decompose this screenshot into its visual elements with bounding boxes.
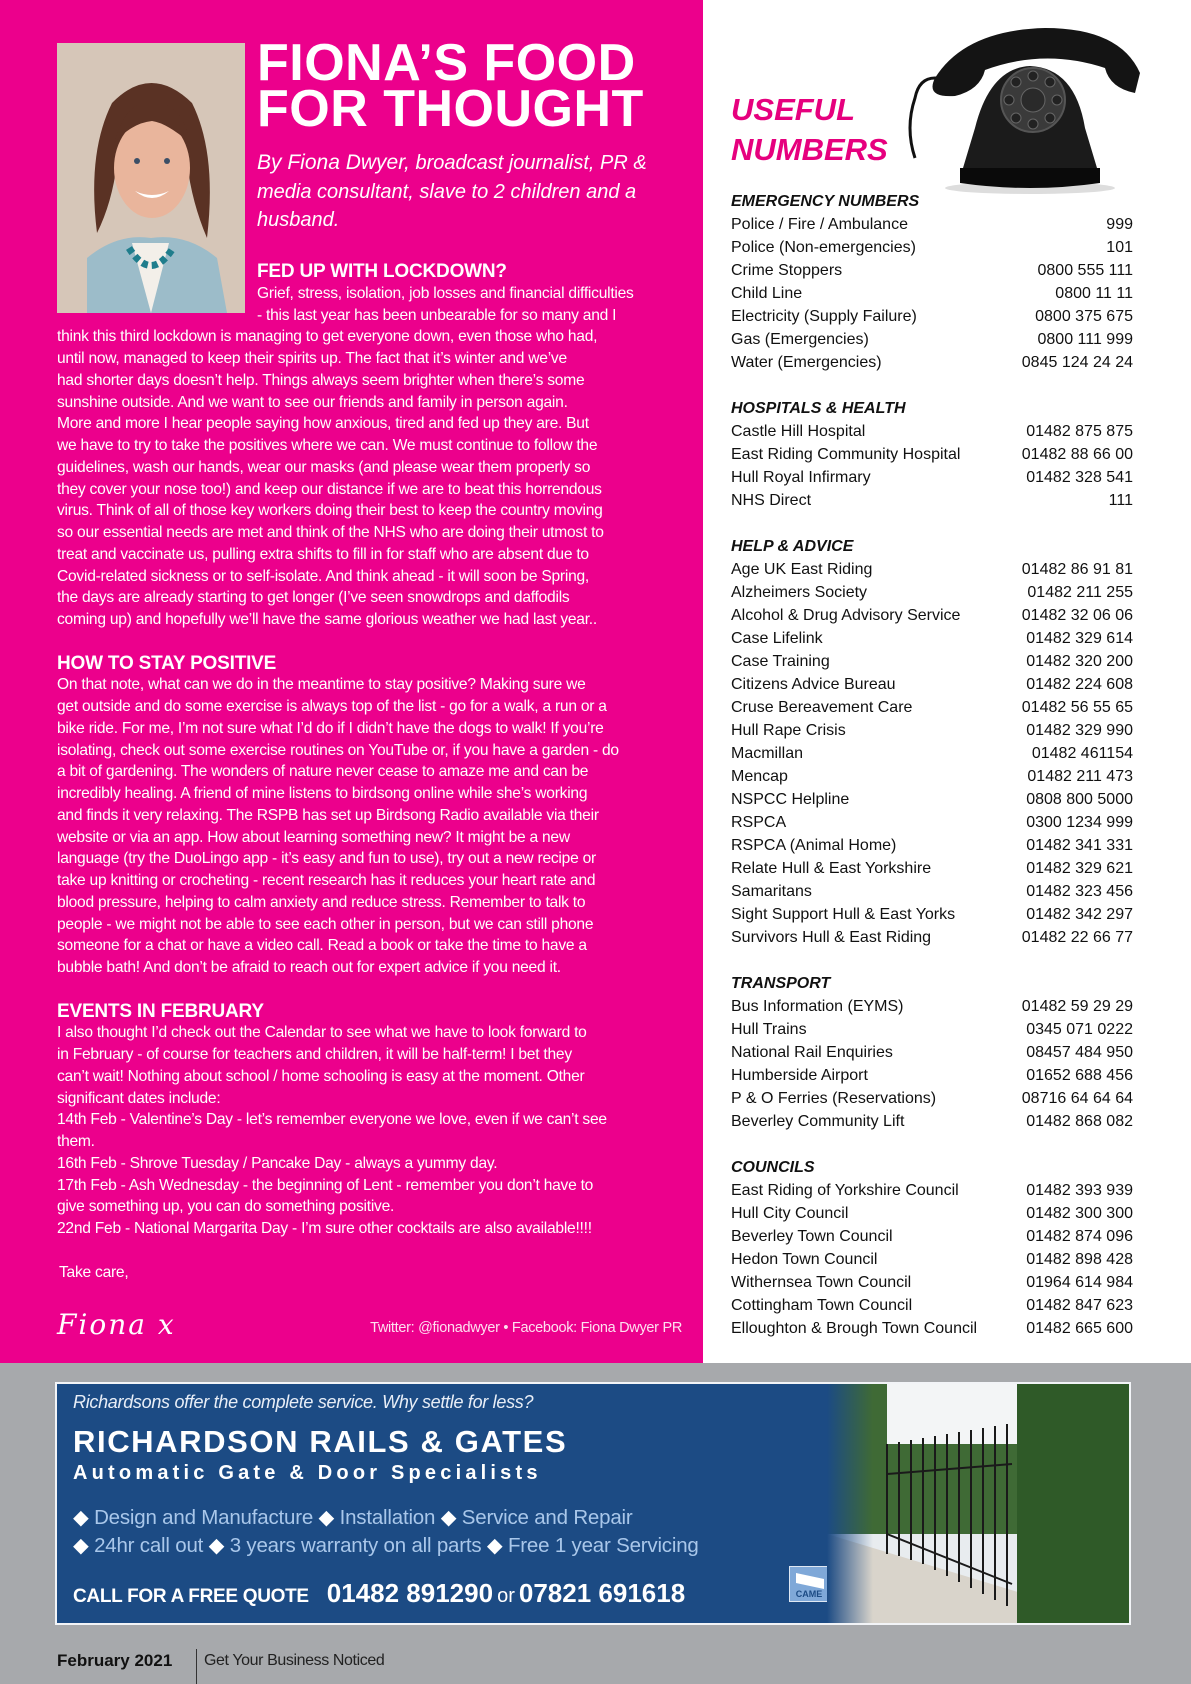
footer-divider [196,1649,197,1684]
phone-number[interactable]: 01482 329 621 [1026,860,1133,877]
number-row [731,1248,1133,1271]
service-name: Citizens Advice Bureau [731,676,896,693]
blank-line [57,631,692,653]
service-name: Withernsea Town Council [731,1274,912,1291]
diamond-bullet-icon: ◆ [313,1506,340,1529]
diamond-bullet-icon: ◆ [73,1534,95,1557]
logo-text: CAME [795,1589,823,1599]
advert-features-line [73,1505,633,1530]
phone-number[interactable]: 01482 342 297 [1026,906,1133,923]
service-name: Alcohol & Drug Advisory Service [731,607,961,624]
body-line: 16th Feb - Shrove Tuesday / Pancake Day - always a yummy day. [57,1154,498,1172]
phone-number[interactable]: 0800 111 999 [1037,331,1133,348]
phone-number[interactable]: 07821 691618 [518,1578,686,1608]
number-row [731,673,1133,696]
number-row [731,1179,1133,1202]
number-row [731,1271,1133,1294]
spacer [731,1133,1133,1156]
service-name: Cottingham Town Council [731,1297,913,1314]
service-name: P & O Ferries (Reservations) [731,1090,937,1107]
number-row [731,259,1133,282]
or-text: or [497,1585,515,1607]
service-name: RSPCA [731,814,787,831]
author-name: By Fiona Dwyer, [257,151,410,174]
number-row [731,742,1133,765]
body-line: treat and vaccinate us, pulling extra shifts to fill in for staff who are absent due to [57,545,589,563]
service-name: Humberside Airport [731,1067,868,1084]
service-name: Castle Hill Hospital [731,423,866,440]
number-row [731,1225,1133,1248]
number-row [731,1064,1133,1087]
number-row [731,627,1133,650]
service-name: Electricity (Supply Failure) [731,308,917,325]
diamond-bullet-icon: ◆ [481,1534,508,1557]
body-line: bubble bath! And don’t be afraid to reach out for expert advice if you need it. [57,959,561,976]
phone-number[interactable]: 01482 300 300 [1026,1205,1133,1222]
service-name: Hull City Council [731,1205,849,1222]
advert-features-line [73,1533,699,1558]
body-line: 22nd Feb - National Margarita Day - I’m sure other cocktails are also available!!!! [57,1220,592,1237]
body-line: isolating, check out some exercise routines on YouTube or, if you have a garden - do [57,741,619,759]
numbers-section-heading: COUNCILS [731,1159,815,1176]
body-line: 17th Feb - Ash Wednesday - the beginning of Lent - remember you don’t have to [57,1176,594,1194]
body-line: On that note, what can we do in the meantime to stay positive? Making sure we [57,676,586,694]
body-line: language (try the DuoLingo app - it’s easy and fun to use), try out a new recipe or [57,850,596,868]
advert-call-line [73,1578,685,1609]
signature: Fiona x [57,1308,176,1341]
service-name: NSPCC Helpline [731,791,850,808]
title-line: FIONA’S FOOD [257,34,636,92]
body-line: Grief, stress, isolation, job losses and financial difficulties [257,284,634,302]
gate-photo [827,1384,1131,1625]
number-row [731,719,1133,742]
number-row [731,1041,1133,1064]
body-line: they cover your nose too!) and keep our distance if we are to beat this horrendous [57,480,602,498]
diamond-bullet-icon: ◆ [203,1534,230,1557]
spacer [731,949,1133,972]
body-line: the days are already starting to get longer (I’ve seen snowdrops and daffodils [57,589,570,607]
phone-number[interactable]: 08457 484 950 [1026,1044,1133,1061]
advert-brand: RICHARDSON RAILS & GATES [73,1424,568,1459]
body-line: get outside and do some exercise is always top of the list - go for a walk, a run or a [57,698,607,715]
number-row [731,282,1133,305]
body-line: virus. Think of all of those key workers doing their best to keep the country moving [57,502,603,520]
article-title [257,34,644,138]
number-row [731,489,1133,512]
body-line: significant dates include: [57,1089,221,1107]
body-line: had shorter days doesn’t help. Things always seem brighter when there’s some [57,371,585,389]
advert-feature: Design and Manufacture [94,1506,314,1529]
service-name: Relate Hull & East Yorkshire [731,860,932,877]
advert-tagline: Richardsons offer the complete service. Why settle for less? [73,1392,534,1412]
number-row [731,1317,1133,1340]
phone-number[interactable]: 01482 86 91 81 [1021,561,1133,578]
service-name: National Rail Enquiries [731,1044,893,1061]
phone-number[interactable]: 999 [1106,216,1133,233]
advert-feature: 24hr call out [94,1534,204,1557]
diamond-bullet-icon: ◆ [73,1506,95,1529]
number-row [731,328,1133,351]
service-name: Hedon Town Council [731,1251,878,1268]
number-row [731,420,1133,443]
body-line: so our essential needs are met and think of the NHS who are doing their utmost to [57,524,604,541]
title-line: FOR THOUGHT [257,80,644,138]
service-name: Age UK East Riding [731,561,873,578]
phone-number[interactable]: 0808 800 5000 [1026,791,1133,808]
phone-number[interactable]: 01482 891290 [326,1578,494,1608]
phone-number[interactable]: 01482 874 096 [1026,1228,1133,1245]
service-name: Case Training [731,653,830,670]
phone-number[interactable]: 01482 320 200 [1026,653,1133,670]
number-row [731,765,1133,788]
numbers-section-heading: EMERGENCY NUMBERS [731,193,920,210]
number-row [731,650,1133,673]
number-row [731,834,1133,857]
body-line: guidelines, wash our hands, wear our masks (and please wear them properly so [57,458,591,476]
spacer [731,374,1133,397]
phone-number[interactable]: 0800 11 11 [1055,285,1133,302]
phone-number[interactable]: 01482 59 29 29 [1021,998,1133,1015]
number-row [731,604,1133,627]
body-line: More and more I hear people saying how anxious, tired and fed up they are. But [57,415,589,433]
number-row [731,213,1133,236]
number-row [731,558,1133,581]
phone-number[interactable]: 01482 898 428 [1026,1251,1133,1268]
body-line: give something up, you can do something positive. [57,1198,395,1216]
body-line: people - we might not be able to see each other in person, but we can still phone [57,915,594,933]
body-line: website or via an app. How about learning something new? It might be a new [57,828,570,846]
phone-number[interactable]: 0345 071 0222 [1026,1021,1133,1038]
section-heading: HOW TO STAY POSITIVE [57,652,277,674]
numbers-section-heading: HOSPITALS & HEALTH [731,400,906,417]
body-line: think this third lockdown is managing to get everyone down, even those who had, [57,328,598,346]
phone-number[interactable]: 111 [1108,492,1133,509]
service-name: Hull Rape Crisis [731,722,846,739]
advert-feature: 3 years warranty on all parts [229,1534,482,1557]
blank-line [57,979,692,1001]
service-name: Sight Support Hull & East Yorks [731,906,956,923]
body-line: and finds it very relaxing. The RSPB has set up Birdsong Radio available via their [57,806,599,824]
article-body [57,261,692,1283]
social-links: Twitter: @fionadwyer • Facebook: Fiona Dwyer PR [370,1320,682,1336]
service-name: NHS Direct [731,492,812,509]
advert-richardson-rails[interactable] [55,1382,1131,1625]
advert-feature: Installation [339,1506,436,1529]
service-name: Hull Trains [731,1021,807,1038]
service-name: Crime Stoppers [731,262,843,279]
service-name: Case Lifelink [731,630,823,647]
service-name: Cruse Bereavement Care [731,699,913,716]
phone-number[interactable]: 01482 461154 [1031,745,1133,762]
body-line: sunshine outside. And we want to see our friends and family in person again. [57,393,568,411]
body-line: Covid-related sickness or to self-isolate. And think ahead - it will soon be Spring, [57,567,589,585]
phone-number[interactable]: 01482 88 66 00 [1021,446,1133,463]
phone-number[interactable]: 01482 323 456 [1026,883,1133,900]
number-row [731,903,1133,926]
body-line: until now, managed to keep their spirits up. The fact that it’s winter and we’ve [57,350,567,367]
advert-feature: Service and Repair [461,1506,633,1529]
title-line: USEFUL [731,92,855,127]
phone-number[interactable]: 01482 847 623 [1026,1297,1133,1314]
blank-line [57,1240,692,1262]
numbers-section-heading: TRANSPORT [731,975,831,992]
body-line: - this last year has been unbearable for so many and I [257,306,617,324]
number-row [731,305,1133,328]
number-row [731,236,1133,259]
phone-number[interactable]: 101 [1106,239,1133,256]
rotary-telephone-icon [905,18,1145,196]
closing: Take care, [59,1263,129,1281]
service-name: Elloughton & Brough Town Council [731,1320,978,1337]
body-line: them. [57,1133,95,1150]
phone-number[interactable]: 01652 688 456 [1026,1067,1133,1084]
phone-number[interactable]: 01482 22 66 77 [1021,929,1133,946]
service-name: Water (Emergencies) [731,354,882,371]
number-row [731,857,1133,880]
came-logo [789,1566,829,1602]
number-row [731,1110,1133,1133]
phone-number[interactable]: 01482 32 06 06 [1021,607,1133,624]
body-line: I also thought I’d check out the Calendar to see what we have to look forward to [57,1024,587,1042]
service-name: Survivors Hull & East Riding [731,929,932,946]
byline [257,149,677,235]
service-name: Hull Royal Infirmary [731,469,871,486]
number-row [731,696,1133,719]
service-name: East Riding of Yorkshire Council [731,1182,959,1199]
service-name: Samaritans [731,883,812,900]
phone-number[interactable]: 01482 868 082 [1026,1113,1133,1130]
number-row [731,443,1133,466]
body-line: a bit of gardening. The wonders of nature never cease to amaze me and can be [57,763,589,781]
phone-number[interactable]: 01964 614 984 [1026,1274,1133,1291]
phone-number[interactable]: 01482 875 875 [1026,423,1133,440]
footer-tagline: Get Your Business Noticed [204,1652,385,1669]
number-row [731,926,1133,949]
author-description: broadcast journalist, PR & media consultant, slave to 2 children and a husband. [257,152,647,231]
phone-number[interactable]: 01482 665 600 [1026,1320,1133,1337]
phone-number[interactable]: 08716 64 64 64 [1021,1090,1133,1107]
phone-number[interactable]: 0845 124 24 24 [1021,354,1133,371]
phone-number[interactable]: 01482 328 541 [1026,469,1133,486]
useful-numbers-list [731,190,1133,1340]
advert-feature: Free 1 year Servicing [507,1534,699,1557]
body-line: we have to try to take the positives where we can. We must continue to follow the [57,437,598,454]
body-line: in February - of course for teachers and children, it will be half-term! I bet they [57,1046,572,1063]
number-row [731,880,1133,903]
body-line: someone for a chat or have a video call. Read a book or take the time to have a [57,937,587,955]
body-line: coming up) and hopefully we’ll have the same glorious weather we had last year.. [57,611,597,628]
body-line: 14th Feb - Valentine’s Day - let’s remember everyone we love, even if we can’t see [57,1111,607,1129]
number-row [731,1018,1133,1041]
service-name: Alzheimers Society [731,584,868,601]
body-line: can’t wait! Nothing about school / home schooling is easy at the moment. Other [57,1067,585,1085]
number-row [731,788,1133,811]
advert-specialty: Automatic Gate & Door Specialists [73,1462,542,1484]
service-name: Child Line [731,285,803,302]
service-name: Beverley Community Lift [731,1113,905,1130]
number-row [731,995,1133,1018]
phone-number[interactable]: 01482 341 331 [1026,837,1133,854]
body-line: take up knitting or crocheting - recent research has it reduces your heart rate and [57,872,596,889]
title-line: NUMBERS [731,132,888,167]
number-row [731,581,1133,604]
phone-number[interactable]: 0800 375 675 [1035,308,1133,325]
useful-numbers-title [731,90,888,170]
body-line: blood pressure, helping to calm anxiety and reduce stress. Remember to talk to [57,893,586,911]
phone-number[interactable]: 01482 329 990 [1026,722,1133,739]
service-name: Mencap [731,768,788,785]
service-name: Police / Fire / Ambulance [731,216,908,233]
number-row [731,1294,1133,1317]
diamond-bullet-icon: ◆ [435,1506,462,1529]
section-heading: EVENTS IN FEBRUARY [57,1000,264,1022]
service-name: RSPCA (Animal Home) [731,837,897,854]
service-name: East Riding Community Hospital [731,446,961,463]
phone-number[interactable]: 01482 393 939 [1026,1182,1133,1199]
spacer [731,512,1133,535]
number-row [731,1202,1133,1225]
phone-number[interactable]: 0800 555 111 [1037,262,1133,279]
service-name: Beverley Town Council [731,1228,893,1245]
phone-number[interactable]: 01482 224 608 [1026,676,1133,693]
phone-number[interactable]: 01482 329 614 [1026,630,1133,647]
number-row [731,811,1133,834]
phone-number[interactable]: 01482 56 55 65 [1021,699,1133,716]
number-row [731,1087,1133,1110]
phone-number[interactable]: 01482 211 473 [1027,768,1133,785]
body-line: incredibly healing. A friend of mine listens to birdsong online while she’s working [57,785,588,802]
issue-date: February 2021 [57,1651,173,1670]
section-heading: FED UP WITH LOCKDOWN? [257,261,507,282]
number-row [731,351,1133,374]
phone-number[interactable]: 0300 1234 999 [1026,814,1133,831]
number-row [731,466,1133,489]
service-name: Gas (Emergencies) [731,331,869,348]
body-line: bike ride. For me, I’m not sure what I’d do if I didn’t have the dogs to walk! If you’re [57,719,604,737]
phone-number[interactable]: 01482 211 255 [1027,584,1133,601]
service-name: Macmillan [731,745,804,762]
service-name: Bus Information (EYMS) [731,998,904,1015]
numbers-section-heading: HELP & ADVICE [731,538,854,555]
call-label: CALL FOR A FREE QUOTE [73,1586,309,1607]
service-name: Police (Non-emergencies) [731,239,916,256]
